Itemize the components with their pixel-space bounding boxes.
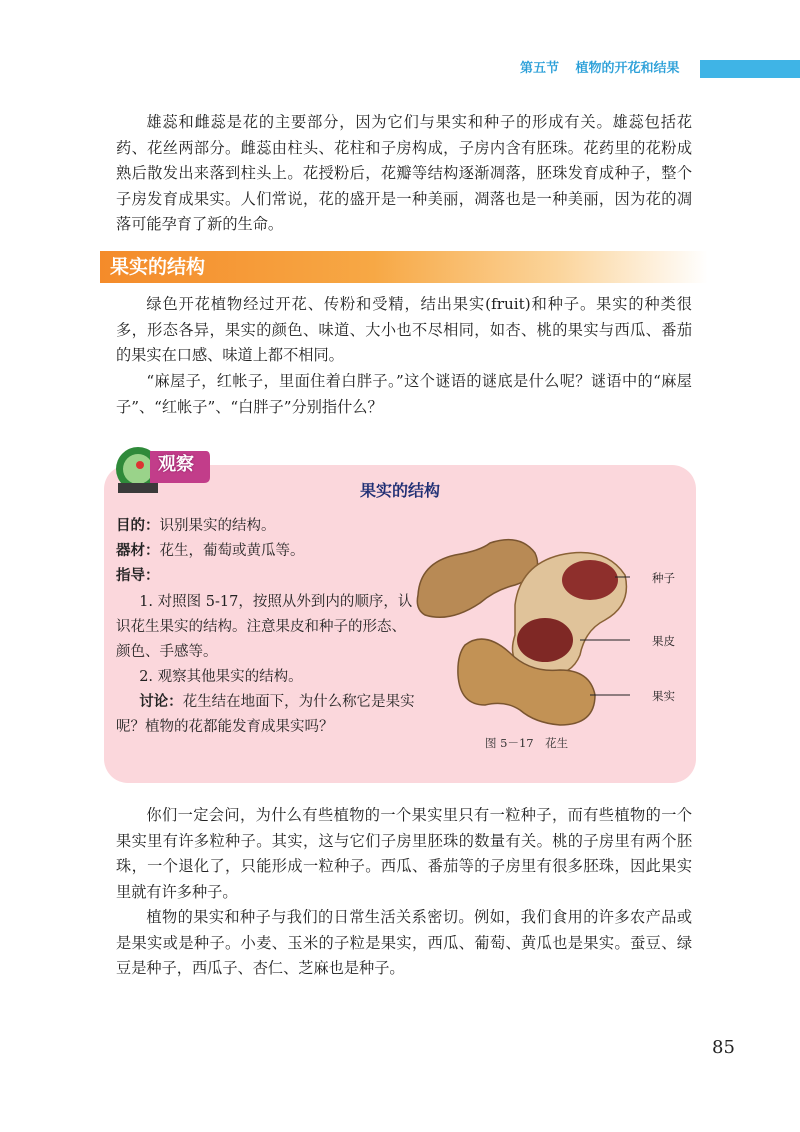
peanut-seed-1 (562, 560, 618, 600)
figure-caption: 图 5－17 花生 (485, 736, 569, 750)
observation-discussion (116, 690, 416, 740)
paragraph-fruit-intro: 绿色开花植物经过开花、传粉和受精，结出果实(fruit)和种子。果实的种类很多，形态各异，果实的颜色、味道、大小也不尽相同，如杏、桃的果实与西瓜、番茄的果实在口感、味道上都不相同。 (116, 295, 692, 364)
observation-title: 果实的结构 (359, 481, 440, 500)
header-section: 第五节 (520, 61, 560, 76)
discussion-label: 讨论： (139, 694, 183, 710)
observation-step2: 2. 观察其他果实的结构。 (139, 669, 303, 685)
materials-text: 花生，葡萄或黄瓜等。 (159, 543, 305, 559)
materials-label: 器材： (116, 543, 160, 559)
header-title: 植物的开花和结果 (575, 61, 680, 76)
peanut-seed-2 (517, 618, 573, 662)
label-pericarp: 果皮 (652, 634, 675, 648)
peanut-figure (410, 535, 630, 735)
observation-badge-label: 观察 (158, 454, 194, 475)
observation-guide-label (116, 564, 416, 589)
paragraph-riddle: “麻屋子，红帐子，里面住着白胖子。”这个谜语的谜底是什么呢？谜语中的“麻屋子”、“红帐子”、“白胖子”分别指什么？ (116, 372, 692, 416)
purpose-label: 目的： (116, 518, 160, 534)
observation-purpose (116, 514, 416, 539)
label-fruit: 果实 (652, 689, 675, 703)
discussion-text: 花生结在地面下，为什么称它是果实呢？植物的花都能发育成果实吗？ (116, 694, 415, 735)
intro-paragraph: 雄蕊和雌蕊是花的主要部分，因为它们与果实和种子的形成有关。雄蕊包括花药、花丝两部分。雌蕊由柱头、花柱和子房构成，子房内含有胚珠。花药里的花粉成熟后散发出来落到柱头上。花授粉后，花瓣等结构逐渐凋落，胚珠发育成种子，整个子房发育成果实。人们常说，花的盛开是一种美丽，凋落也是一种美丽，因为花的凋落可能孕育了新的生命。 (116, 113, 692, 233)
purpose-text: 识别果实的结构。 (159, 518, 276, 534)
paragraph-daily-life: 植物的果实和种子与我们的日常生活关系密切。例如，我们食用的许多农产品或是果实或是种子。小麦、玉米的子粒是果实，西瓜、葡萄、黄瓜也是果实。蚕豆、绿豆是种子，西瓜子、杏仁、芝麻也是种子。 (116, 908, 692, 977)
running-header (500, 60, 700, 78)
observation-materials (116, 539, 416, 564)
guide-label: 指导： (116, 568, 160, 584)
label-seed: 种子 (652, 571, 675, 585)
section-title: 果实的结构 (110, 256, 206, 278)
observation-step1: 1. 对照图 5-17，按照从外到内的顺序，认识花生果实的结构。注意果皮和种子的形态、颜色、手感等。 (116, 594, 413, 660)
page-number: 85 (712, 1037, 735, 1058)
paragraph-ovule: 你们一定会问，为什么有些植物的一个果实里只有一粒种子，而有些植物的一个果实里有许多粒种子。其实，这与它们子房里胚珠的数量有关。桃的子房里有两个胚珠，一个退化了，只能形成一粒种子。西瓜、番茄等的子房里有很多胚珠，因此果实里就有许多种子。 (116, 806, 692, 901)
